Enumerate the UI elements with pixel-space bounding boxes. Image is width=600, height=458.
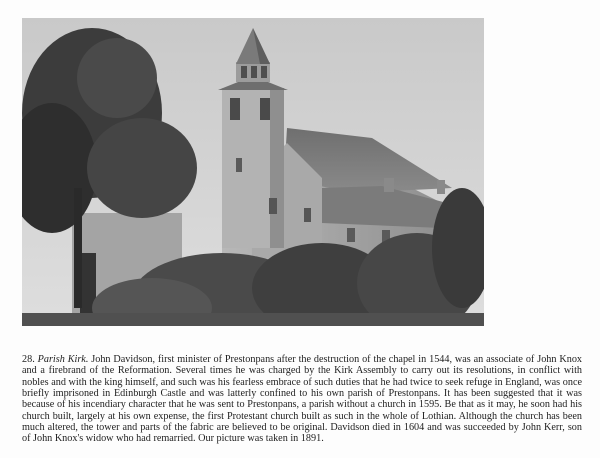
church-photograph: [22, 18, 484, 326]
photo-caption: [22, 354, 582, 444]
caption-number: 28.: [22, 354, 35, 366]
church-photograph-drawing: [22, 18, 484, 326]
caption-text: John Davidson, first minister of Prestonpans after the destruction of the chapel in 1544, was an associate of John Knox and a firebrand of the Reformation. Several times he was charged by the Kirk Assembly to carry out its resolutions, in conflict with nobles and with the king himself, and such was his fearless embrace of such duties that he had twice to seek refuge in England, was once briefly imprisoned in Edinburgh Castle and was latterly confined to his own parish of Prestonpans. It has been suggested that it was because of his incendiary character that he was sent to Prestonpans, a parish without a church in 1595. Be that as it may, he soon had his church built, largely at his own expense, the first Protestant church built as such in the whole of Lothian. Although the church has been much altered, the tower and parts of the fabric are believed to be original. Davidson died in 1604 and was succeeded by John Kerr, son of John Knox's widow who had remarried. Our picture was taken in 1891.: [22, 354, 583, 445]
caption-title: Parish Kirk.: [37, 354, 89, 366]
